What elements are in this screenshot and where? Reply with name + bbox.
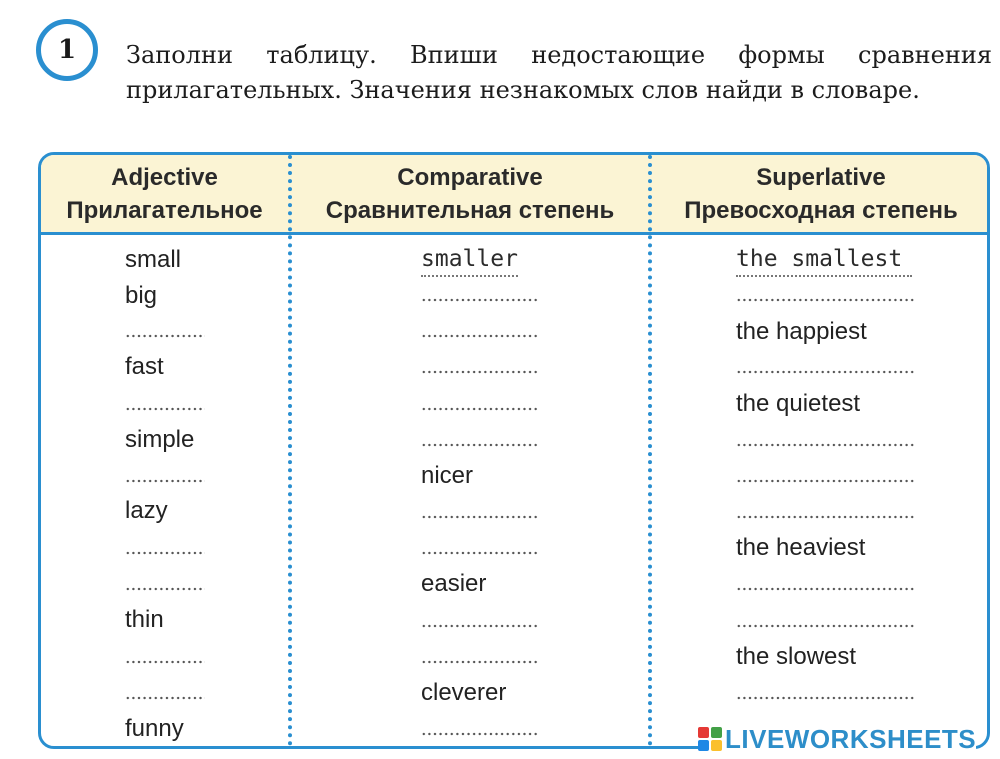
adjective-word: small <box>125 246 182 273</box>
superlative-word: the happiest <box>736 318 867 345</box>
comparative-blank[interactable] <box>421 513 539 521</box>
watermark-text: LIVEWORKSHEETS <box>725 723 977 754</box>
superlative-word: the smallest <box>736 245 912 277</box>
comparative-blank[interactable] <box>421 730 539 738</box>
comparative-word: nicer <box>421 462 474 489</box>
adjective-blank[interactable] <box>125 332 205 340</box>
adjective-word: big <box>125 282 158 309</box>
header-comparative-ru: Сравнительная степень <box>325 196 615 224</box>
header-comparative-en: Comparative <box>397 163 543 191</box>
column-divider <box>288 155 292 746</box>
adjective-table <box>38 152 990 749</box>
adjective-blank[interactable] <box>125 477 205 485</box>
task-instruction: Заполни таблицу. Впиши недостающие формы сравнения прилагательных. Значения незнакомых слов найди в словаре. <box>126 41 992 104</box>
comparative-blank[interactable] <box>421 368 539 376</box>
comparative-blank[interactable] <box>421 549 539 557</box>
column-divider <box>648 155 652 746</box>
header-comparative <box>292 155 648 232</box>
superlative-blank[interactable] <box>736 622 914 630</box>
adjective-blank[interactable] <box>125 658 205 666</box>
comparative-word: cleverer <box>421 679 507 706</box>
comparative-blank[interactable] <box>421 658 539 666</box>
header-adjective <box>41 155 288 232</box>
superlative-blank[interactable] <box>736 477 914 485</box>
superlative-blank[interactable] <box>736 296 914 304</box>
adjective-word: funny <box>125 715 184 742</box>
liveworksheets-watermark <box>698 724 976 754</box>
superlative-blank[interactable] <box>736 585 914 593</box>
comparative-blank[interactable] <box>421 441 539 449</box>
liveworksheets-logo-icon <box>698 727 722 751</box>
header-superlative-en: Superlative <box>756 163 886 191</box>
comparative-blank[interactable] <box>421 332 539 340</box>
comparative-blank[interactable] <box>421 622 539 630</box>
superlative-blank[interactable] <box>736 694 914 702</box>
adjective-blank[interactable] <box>125 549 205 557</box>
task-number-badge <box>36 19 98 81</box>
header-superlative-ru: Превосходная степень <box>684 196 958 224</box>
comparative-blank[interactable] <box>421 405 539 413</box>
header-adjective-en: Adjective <box>111 163 218 191</box>
task-number: 1 <box>57 35 77 65</box>
comparative-word: smaller <box>421 245 518 277</box>
superlative-blank[interactable] <box>736 368 914 376</box>
superlative-blank[interactable] <box>736 513 914 521</box>
superlative-word: the quietest <box>736 390 861 417</box>
adjective-word: thin <box>125 606 164 633</box>
superlative-word: the slowest <box>736 643 857 670</box>
comparative-blank[interactable] <box>421 296 539 304</box>
adjective-blank[interactable] <box>125 405 205 413</box>
adjective-word: fast <box>125 353 164 380</box>
superlative-word: the heaviest <box>736 534 866 561</box>
adjective-blank[interactable] <box>125 694 205 702</box>
adjective-blank[interactable] <box>125 585 205 593</box>
header-superlative <box>652 155 990 232</box>
adjective-word: simple <box>125 426 195 453</box>
header-adjective-ru: Прилагательное <box>66 196 263 224</box>
adjective-word: lazy <box>125 497 168 524</box>
superlative-blank[interactable] <box>736 441 914 449</box>
comparative-word: easier <box>421 570 487 597</box>
